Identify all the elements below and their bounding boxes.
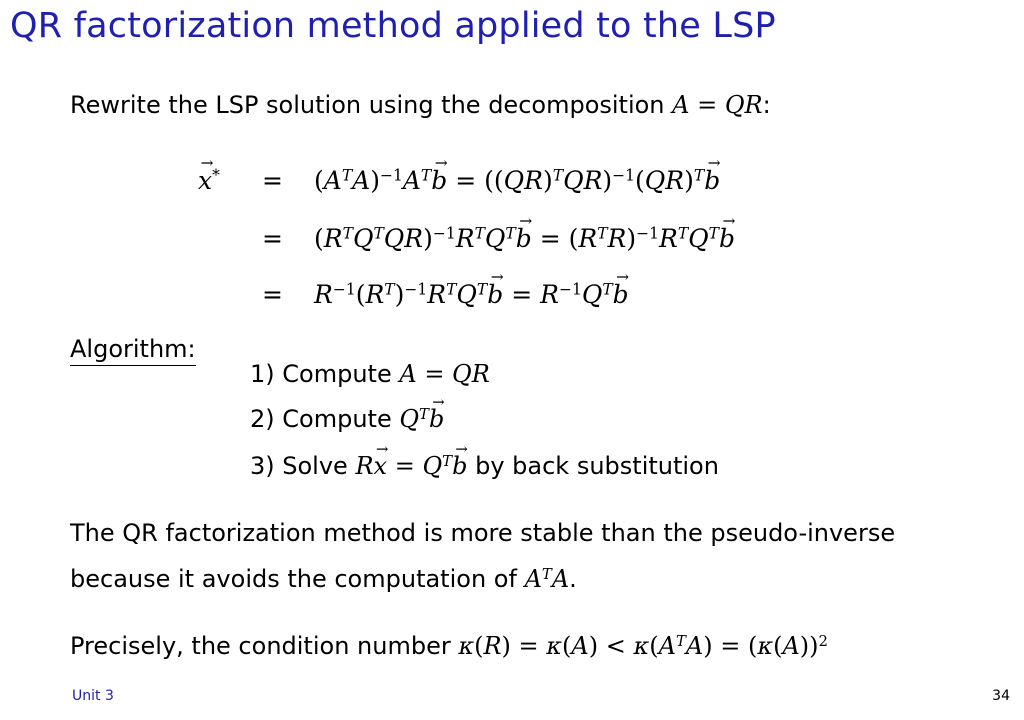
page-number: 34 <box>992 688 1010 704</box>
stability-paragraph-line-1: The QR factorization method is more stable than the pseudo-inverse <box>70 519 896 547</box>
equals-sign-1: = <box>262 166 283 195</box>
equals-sign-3: = <box>262 280 283 309</box>
condition-number-line: Precisely, the condition number $\kappa(R) = \kappa(A) < \kappa(A^TA) = (\kappa(A))^2$ <box>70 631 828 660</box>
intro-math: A = QR <box>672 91 763 119</box>
algorithm-step-2: 2) Compute $Q^Tb$ → <box>250 405 444 433</box>
derivation-line-1: $(A^TA)^{-1}A^Tb$ → = $((QR)^TQR)^{-1}(QR)^Tb$ → <box>314 166 720 195</box>
slide-title: QR factorization method applied to the LSP <box>10 6 776 46</box>
intro-text: Rewrite the LSP solution using the decomposition <box>70 91 665 119</box>
algorithm-step-3: 3) Solve Rx → = $Q^Tb$ → by back substitution <box>250 452 719 480</box>
x-star-symbol: x →* <box>198 166 220 195</box>
equals-sign-2: = <box>262 224 283 253</box>
footer-section-label: Unit 3 <box>72 688 114 704</box>
derivation-line-2: $(R^TQ^TQR)^{-1}R^TQ^Tb$ → = $(R^TR)^{-1}R^TQ^Tb$ → <box>314 224 735 253</box>
algorithm-step-1: 1) Compute A = QR <box>250 360 490 388</box>
stability-paragraph-line-2: because it avoids the computation of $A^TA$. <box>70 564 577 593</box>
algorithm-label: Algorithm: <box>70 335 196 366</box>
intro-line: Rewrite the LSP solution using the decomposition A = QR: <box>70 91 771 119</box>
derivation-line-3: $R^{-1}(R^T)^{-1}R^TQ^Tb$ → = $R^{-1}Q^Tb$ → <box>314 280 629 309</box>
